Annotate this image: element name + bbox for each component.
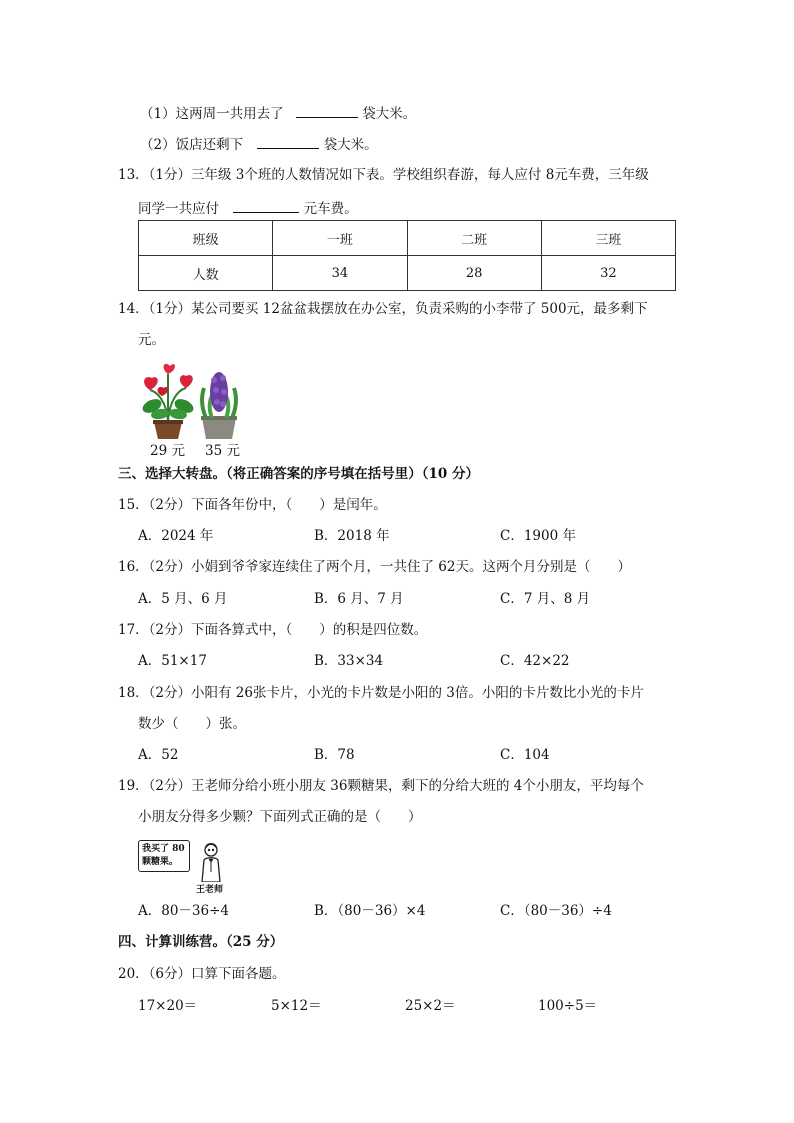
table-cell: 人数 bbox=[139, 256, 273, 291]
table-row bbox=[139, 256, 676, 291]
q20-stem: 20．（6分）口算下面各题。 bbox=[118, 966, 286, 982]
answer-blank[interactable] bbox=[257, 134, 319, 149]
q18-line2: 数少（ ）张。 bbox=[138, 716, 246, 732]
hyacinth-plant-image bbox=[196, 368, 242, 440]
q13-line1: 13．（1分）三年级 3个班的人数情况如下表。学校组织春游，每人应付 8元车费，三年级 bbox=[118, 167, 649, 183]
speech-bubble bbox=[138, 840, 190, 872]
calc-item[interactable]: 5×12＝ bbox=[271, 998, 322, 1014]
option-a[interactable]: A．80－36÷4 bbox=[138, 903, 230, 919]
calc-item[interactable]: 100÷5＝ bbox=[538, 998, 598, 1014]
q13-line2-unit: 元车费。 bbox=[303, 201, 358, 217]
option-b[interactable]: B．33×34 bbox=[314, 653, 384, 669]
price-label: 35 元 bbox=[205, 443, 240, 459]
option-b[interactable]: B．6 月、7 月 bbox=[314, 591, 404, 607]
q12-sub1-text: （1）这两周一共用去了 bbox=[140, 106, 284, 122]
teacher-label: 王老师 bbox=[196, 885, 224, 895]
teacher-figure-icon bbox=[198, 842, 224, 882]
q12-sub1 bbox=[140, 103, 416, 123]
answer-blank[interactable] bbox=[296, 103, 358, 118]
option-c[interactable]: C．（80－36）÷4 bbox=[500, 903, 612, 919]
option-c[interactable]: C．7 月、8 月 bbox=[500, 591, 591, 607]
calc-item[interactable]: 17×20＝ bbox=[138, 998, 198, 1014]
option-c[interactable]: C．104 bbox=[500, 747, 550, 763]
option-b[interactable]: B．2018 年 bbox=[314, 528, 390, 544]
option-b[interactable]: B．78 bbox=[314, 747, 355, 763]
table-cell: 班级 bbox=[139, 221, 273, 256]
option-b[interactable]: B．（80－36）×4 bbox=[314, 903, 426, 919]
table-cell: 32 bbox=[541, 256, 675, 291]
option-a[interactable]: A．51×17 bbox=[138, 653, 207, 669]
option-c[interactable]: C．1900 年 bbox=[500, 528, 576, 544]
table-row bbox=[139, 221, 676, 256]
table-cell: 二班 bbox=[407, 221, 541, 256]
option-c[interactable]: C．42×22 bbox=[500, 653, 570, 669]
table-cell: 28 bbox=[407, 256, 541, 291]
q12-sub2-unit: 袋大米。 bbox=[323, 137, 378, 153]
table-cell: 一班 bbox=[273, 221, 407, 256]
calc-item[interactable]: 25×2＝ bbox=[405, 998, 456, 1014]
q12-sub2-text: （2）饭店还剩下 bbox=[140, 137, 244, 153]
q19-line1: 19．（2分）王老师分给小班小朋友 36颗糖果，剩下的分给大班的 4个小朋友，平均每个 bbox=[118, 778, 644, 794]
table-cell: 三班 bbox=[541, 221, 675, 256]
q14-line1: 14．（1分）某公司要买 12盆盆栽摆放在办公室，负责采购的小李带了 500元，最多剩下 bbox=[118, 301, 648, 317]
q16-stem: 16．（2分）小娟到爷爷家连续住了两个月，一共住了 62天。这两个月分别是（ ） bbox=[118, 559, 631, 575]
bubble-line: 颗糖果。 bbox=[142, 857, 179, 867]
q19-line2: 小朋友分得多少颗？下面列式正确的是（ ） bbox=[138, 809, 422, 825]
q15-stem: 15．（2分）下面各年份中，（ ）是闰年。 bbox=[118, 497, 387, 513]
q13-line2-text: 同学一共应付 bbox=[138, 201, 219, 217]
q13-line2 bbox=[138, 198, 358, 218]
section-title: 三、选择大转盘。（将正确答案的序号填在括号里）（10 分） bbox=[118, 466, 479, 482]
class-table bbox=[138, 220, 676, 291]
teacher-illustration bbox=[138, 838, 228, 896]
section-title: 四、计算训练营。（25 分） bbox=[118, 934, 284, 950]
bubble-line: 我买了 80 bbox=[142, 844, 185, 854]
q14-line2: 元。 bbox=[138, 332, 165, 348]
answer-blank[interactable] bbox=[233, 198, 299, 213]
option-a[interactable]: A．2024 年 bbox=[138, 528, 214, 544]
option-a[interactable]: A．5 月、6 月 bbox=[138, 591, 228, 607]
anthurium-plant-image bbox=[138, 362, 198, 440]
q17-stem: 17．（2分）下面各算式中，（ ）的积是四位数。 bbox=[118, 622, 428, 638]
q18-line1: 18．（2分）小阳有 26张卡片，小光的卡片数是小阳的 3倍。小阳的卡片数比小光的卡片 bbox=[118, 685, 644, 701]
table-cell: 34 bbox=[273, 256, 407, 291]
q12-sub2 bbox=[140, 134, 378, 154]
option-a[interactable]: A．52 bbox=[138, 747, 179, 763]
price-label: 29 元 bbox=[150, 443, 185, 459]
q12-sub1-unit: 袋大米。 bbox=[362, 106, 417, 122]
